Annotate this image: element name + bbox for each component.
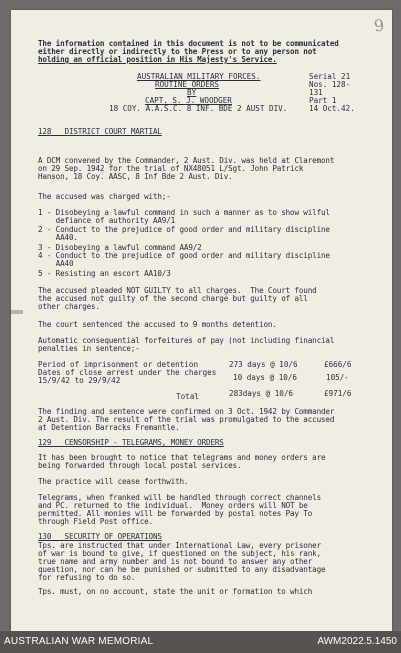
paragraph-line: permitted. All monies will be forwarded by postal notes Pay To (38, 509, 313, 518)
table-row-amount: £971/6 (324, 389, 352, 398)
institution-name: AUSTRALIAN WAR MEMORIAL (4, 636, 154, 647)
serial-number: Serial 21 (309, 72, 351, 81)
table-row-label: Total (176, 392, 199, 401)
paragraph-line: 2 Aust. Div. The result of the trial was promulgated to the accused (38, 415, 335, 424)
binder-hole (11, 310, 23, 314)
paragraph-line: at Detention Barracks Fremantle. (38, 423, 180, 432)
table-row-days: 283days @ 10/6 (229, 389, 294, 398)
footer-bar (0, 631, 401, 653)
paragraph-line: true name and army number and is not bound to answer any other (38, 557, 313, 566)
paragraph-line: question, nor can he be punished or submitted to any disadvantage (38, 565, 326, 574)
paragraph-line: through Field Post office. (38, 517, 153, 526)
heading-line: AUSTRALIAN MILITARY FORCES. (137, 72, 261, 81)
paragraph-line: the accused not guilty of the second charge but guilty of all (38, 294, 308, 303)
charge-line: AA40 (38, 259, 74, 268)
charge-line: 2 - Conduct to the prejudice of good order and military discipline (38, 225, 330, 234)
paragraph-line: The accused was charged with;- (38, 192, 171, 201)
paragraph-line: Telegrams, when franked will be handled through correct channels (38, 493, 321, 502)
table-row-label: 15/9/42 to 29/9/42 (38, 376, 121, 385)
paragraph-line: It has been brought to notice that telegrams and money orders are (38, 453, 326, 462)
order-date: 14 Oct.42. (309, 104, 355, 113)
document-page (11, 10, 392, 631)
paragraph-line: Tps. must, on no account, state the unit or formation to which (38, 587, 313, 596)
paragraph-line: being forwarded through local postal services. (38, 461, 242, 470)
section-title: 129 CENSORSHIP - TELEGRAMS, MONEY ORDERS (38, 438, 224, 447)
notice-line: holding an official position in His Majesty's Service. (38, 55, 277, 64)
charge-line: 3 - Disobeying a lawful command AA9/2 (38, 243, 202, 252)
charge-line: AA40. (38, 233, 78, 242)
table-row-days: 10 days @ 10/6 (233, 373, 298, 382)
heading-line: CAPT. S. J. WOODGER (145, 96, 232, 105)
paragraph-line: The court sentenced the accused to 9 months detention. (38, 320, 277, 329)
paragraph-line: The finding and sentence were confirmed on 3 Oct. 1942 by Commander (38, 407, 335, 416)
part-number: Part 1 (309, 96, 337, 105)
paragraph-line: of war is bound to give, if questioned on the subject, his rank, (38, 549, 321, 558)
section-title: 130 SECURITY OF OPERATIONS (38, 532, 162, 541)
notice-line: The information contained in this document is not to be communicated (38, 39, 339, 48)
paragraph-line: for refusing to do so. (38, 573, 136, 582)
paragraph-line: other charges. (38, 302, 100, 311)
paragraph-line: and PC. returned to the individual. Money orders will NOT be (38, 501, 308, 510)
heading-line: ROUTINE ORDERS (155, 80, 220, 89)
order-numbers: Nos. 128- (309, 80, 351, 89)
paragraph-line: Automatic consequential forfeitures of pay (not including financial (38, 336, 335, 345)
order-numbers-cont: 131 (309, 88, 323, 97)
heading-line: BY (187, 88, 197, 97)
charge-line: 1 - Disobeying a lawful command in such a manner as to show wilful (38, 208, 330, 217)
charge-line: 4 - Conduct to the prejudice of good order and military discipline (38, 251, 330, 260)
notice-line: either directly or indirectly to the Press or to any person not (38, 47, 317, 56)
unit-line: 18 COY. A.A.S.C. 8 INF. BDE 2 AUST DIV. (109, 104, 288, 113)
catalogue-number: AWM2022.5.1450 (317, 636, 397, 647)
table-row-days: 273 days @ 10/6 (229, 360, 298, 369)
table-row-label: Period of imprisonment or detention (38, 360, 199, 369)
table-row-label: Dates of close arrest under the charges (38, 368, 217, 377)
paragraph-line: The practice will cease forthwith. (38, 477, 189, 486)
section-title: 128 DISTRICT COURT MARTIAL (38, 127, 162, 136)
paragraph-line: Tps. are instructed that under International Law, every prisoner (38, 541, 321, 550)
paragraph-line: Hanson, 18 Coy. AASC, 8 Inf Bde 2 Aust. Div. (38, 172, 233, 181)
paragraph-line: on 29 Sep. 1942 for the trial of NX48051 L/Sgt. John Patrick (38, 164, 304, 173)
paragraph-line: The accused pleaded NOT GUILTY to all charges. The Court found (38, 286, 317, 295)
paragraph-line: penalties in sentence;- (38, 344, 140, 353)
charge-line: 5 - Resisting an escort AA10/3 (38, 269, 171, 278)
page-number: 9 (372, 15, 386, 36)
table-row-amount: 105/- (326, 373, 349, 382)
paragraph-line: A DCM convened by the Commander, 2 Aust. Div. was held at Claremont (38, 156, 335, 165)
charge-line: defiance of authority AA9/1 (38, 216, 176, 225)
table-row-amount: £666/6 (324, 360, 352, 369)
